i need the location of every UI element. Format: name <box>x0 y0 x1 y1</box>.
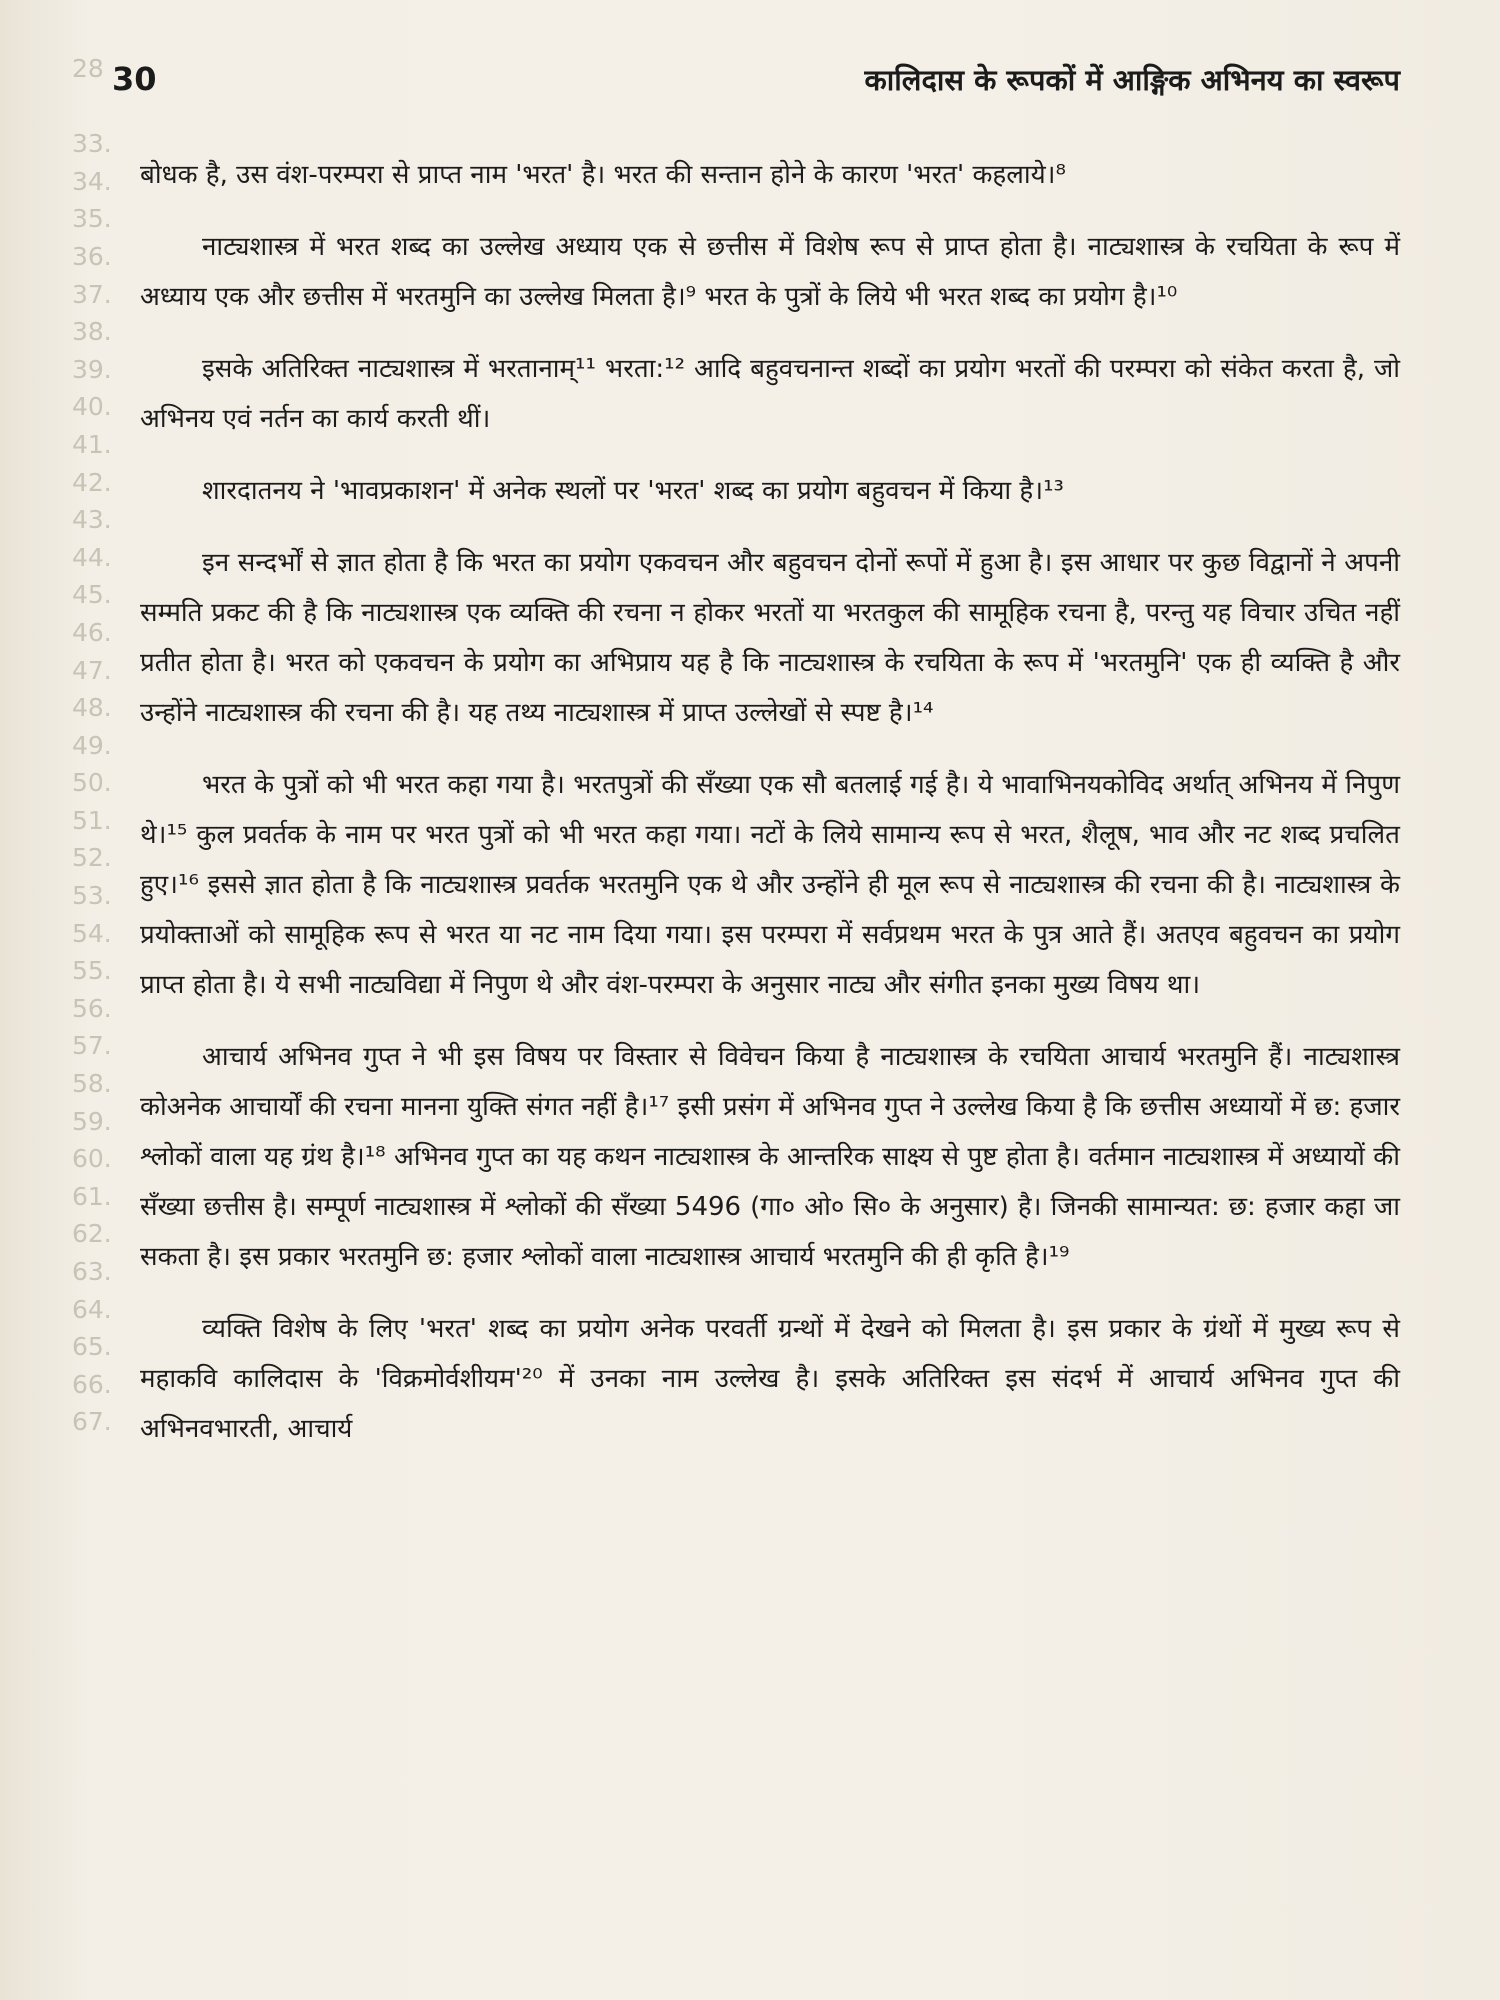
margin-number: 58. <box>72 1069 112 1099</box>
running-title: कालिदास के रूपकों में आङ्गिक अभिनय का स्वरूप <box>864 63 1400 97</box>
margin-number: 42. <box>72 467 112 497</box>
margin-number: 67. <box>72 1407 112 1437</box>
margin-number: 53. <box>72 881 112 911</box>
margin-number: 41. <box>72 429 112 459</box>
margin-number: 62. <box>72 1219 112 1249</box>
margin-number: 33. <box>72 129 112 159</box>
paragraph: व्यक्ति विशेष के लिए 'भरत' शब्द का प्रयोग अनेक परवर्ती ग्रन्थों में देखने को मिलता है। इस प्रकार के ग्रंथों में मुख्य रूप से महाकवि कालिदास के 'विक्रमोर्वशीयम'²⁰ में उनका नाम उल्लेख है। इसके अतिरिक्त इस संदर्भ में आचार्य अभिनव गुप्त की अभिनवभारती, आचार्य <box>140 1314 1400 1444</box>
margin-number: 39. <box>72 354 112 384</box>
page-number: 30 <box>112 60 157 98</box>
margin-number: 45. <box>72 580 112 610</box>
margin-number: 40. <box>72 392 112 422</box>
margin-number: 66. <box>72 1369 112 1399</box>
margin-number: 59. <box>72 1106 112 1136</box>
margin-number: 46. <box>72 617 112 647</box>
margin-number: 63. <box>72 1257 112 1286</box>
paragraph: आचार्य अभिनव गुप्त ने भी इस विषय पर विस्तार से विवेचन किया है नाट्यशास्त्र के रचयिता आचार्य भरतमुनि हैं। नाट्यशास्त्र कोअनेक आचार्यों की रचना मानना युक्ति संगत नहीं है।¹⁷ इसी प्रसंग में अभिनव गुप्त ने उल्लेख किया है कि छत्तीस अध्यायों में छ: हजार श्लोकों वाला यह ग्रंथ है।¹⁸ अभिनव गुप्त का यह कथन नाट्यशास्त्र के आन्तरिक साक्ष्य से पुष्ट होता है। वर्तमान नाट्यशास्त्र में अध्यायों की सँख्या छत्तीस है। सम्पूर्ण नाट्यशास्त्र में श्लोकों की सँख्या 5496 (गा० ओ० सि० के अनुसार) है। जिनकी सामान्यत: छ: हजार कहा जा सकता है। इस प्रकार भरतमुनि छ: हजार श्लोकों वाला नाट्यशास्त्र आचार्य भरतमुनि की ही कृति है।¹⁹ <box>140 1042 1400 1272</box>
margin-number: 54. <box>72 918 112 948</box>
body-text <box>140 150 1400 1476</box>
paragraph: शारदातनय ने 'भावप्रकाशन' में अनेक स्थलों पर 'भरत' शब्द का प्रयोग बहुवचन में किया है।¹³ <box>202 476 1064 506</box>
margin-number: 48. <box>72 693 112 723</box>
margin-number: 50. <box>72 768 112 798</box>
margin-number: 52. <box>72 843 112 873</box>
margin-number: 55. <box>72 956 112 986</box>
margin-number: 34. <box>72 166 112 196</box>
margin-number: 61. <box>72 1181 112 1211</box>
paragraph: भरत के पुत्रों को भी भरत कहा गया है। भरतपुत्रों की सँख्या एक सौ बतलाई गई है। ये भावाभिनयकोविद अर्थात् अभिनय में निपुण थे।¹⁵ कुल प्रवर्तक के नाम पर भरत पुत्रों को भी भरत कहा गया। नटों के लिये सामान्य रूप से भरत, शैलूष, भाव और नट शब्द प्रचलित हुए।¹⁶ इससे ज्ञात होता है कि नाट्यशास्त्र प्रवर्तक भरतमुनि एक थे और उन्होंने ही मूल रूप से नाट्यशास्त्र की रचना की है। नाट्यशास्त्र के प्रयोक्ताओं को सामूहिक रूप से भरत या नट नाम दिया गया। इस परम्परा में सर्वप्रथम भरत के पुत्र आते हैं। अतएव बहुवचन का प्रयोग प्राप्त होता है। ये सभी नाट्यविद्या में निपुण थे और वंश-परम्परा के अनुसार नाट्य और संगीत इनका मुख्य विषय था। <box>140 770 1400 1000</box>
margin-number: 60. <box>72 1144 112 1174</box>
margin-number: 43. <box>72 505 112 535</box>
paragraph: नाट्यशास्त्र में भरत शब्द का उल्लेख अध्याय एक से छत्तीस में विशेष रूप से प्राप्त होता है। नाट्यशास्त्र के रचयिता के रूप में अध्याय एक और छत्तीस में भरतमुनि का उल्लेख मिलता है।⁹ भरत के पुत्रों के लिये भी भरत शब्द का प्रयोग है।¹⁰ <box>140 232 1400 312</box>
margin-number: 36. <box>72 241 112 271</box>
paragraph: बोधक है, उस वंश-परम्परा से प्राप्त नाम 'भरत' है। भरत की सन्तान होने के कारण 'भरत' कहलाये।⁸ <box>140 160 1066 190</box>
margin-number: 51. <box>72 805 112 835</box>
margin-number: 47. <box>72 655 112 685</box>
margin-number: 37. <box>72 279 112 309</box>
margin-number: 49. <box>72 730 112 760</box>
margin-number: 44. <box>72 542 112 572</box>
margin-number: 64. <box>72 1294 112 1324</box>
margin-number: 57. <box>72 1031 112 1061</box>
margin-number: 38. <box>72 317 112 347</box>
margin-number: 28 <box>72 54 104 83</box>
paragraph: इन सन्दर्भों से ज्ञात होता है कि भरत का प्रयोग एकवचन और बहुवचन दोनों रूपों में हुआ है। इस आधार पर कुछ विद्वानों ने अपनी सम्मति प्रकट की है कि नाट्यशास्त्र एक व्यक्ति की रचना न होकर भरतों या भरतकुल की सामूहिक रचना है, परन्तु यह विचार उचित नहीं प्रतीत होता है। भरत को एकवचन के प्रयोग का अभिप्राय यह है कि नाट्यशास्त्र के रचयिता के रूप में 'भरतमुनि' एक ही व्यक्ति है और उन्होंने नाट्यशास्त्र की रचना की है। यह तथ्य नाट्यशास्त्र में प्राप्त उल्लेखों से स्पष्ट है।¹⁴ <box>140 548 1400 728</box>
page-header <box>112 60 1400 110</box>
margin-number: 56. <box>72 993 112 1023</box>
margin-number: 35. <box>72 204 112 234</box>
paragraph: इसके अतिरिक्त नाट्यशास्त्र में भरतानाम्¹¹ भरता:¹² आदि बहुवचनान्त शब्दों का प्रयोग भरतों की परम्परा को संकेत करता है, जो अभिनय एवं नर्तन का कार्य करती थीं। <box>140 354 1400 434</box>
margin-number: 65. <box>72 1332 112 1362</box>
